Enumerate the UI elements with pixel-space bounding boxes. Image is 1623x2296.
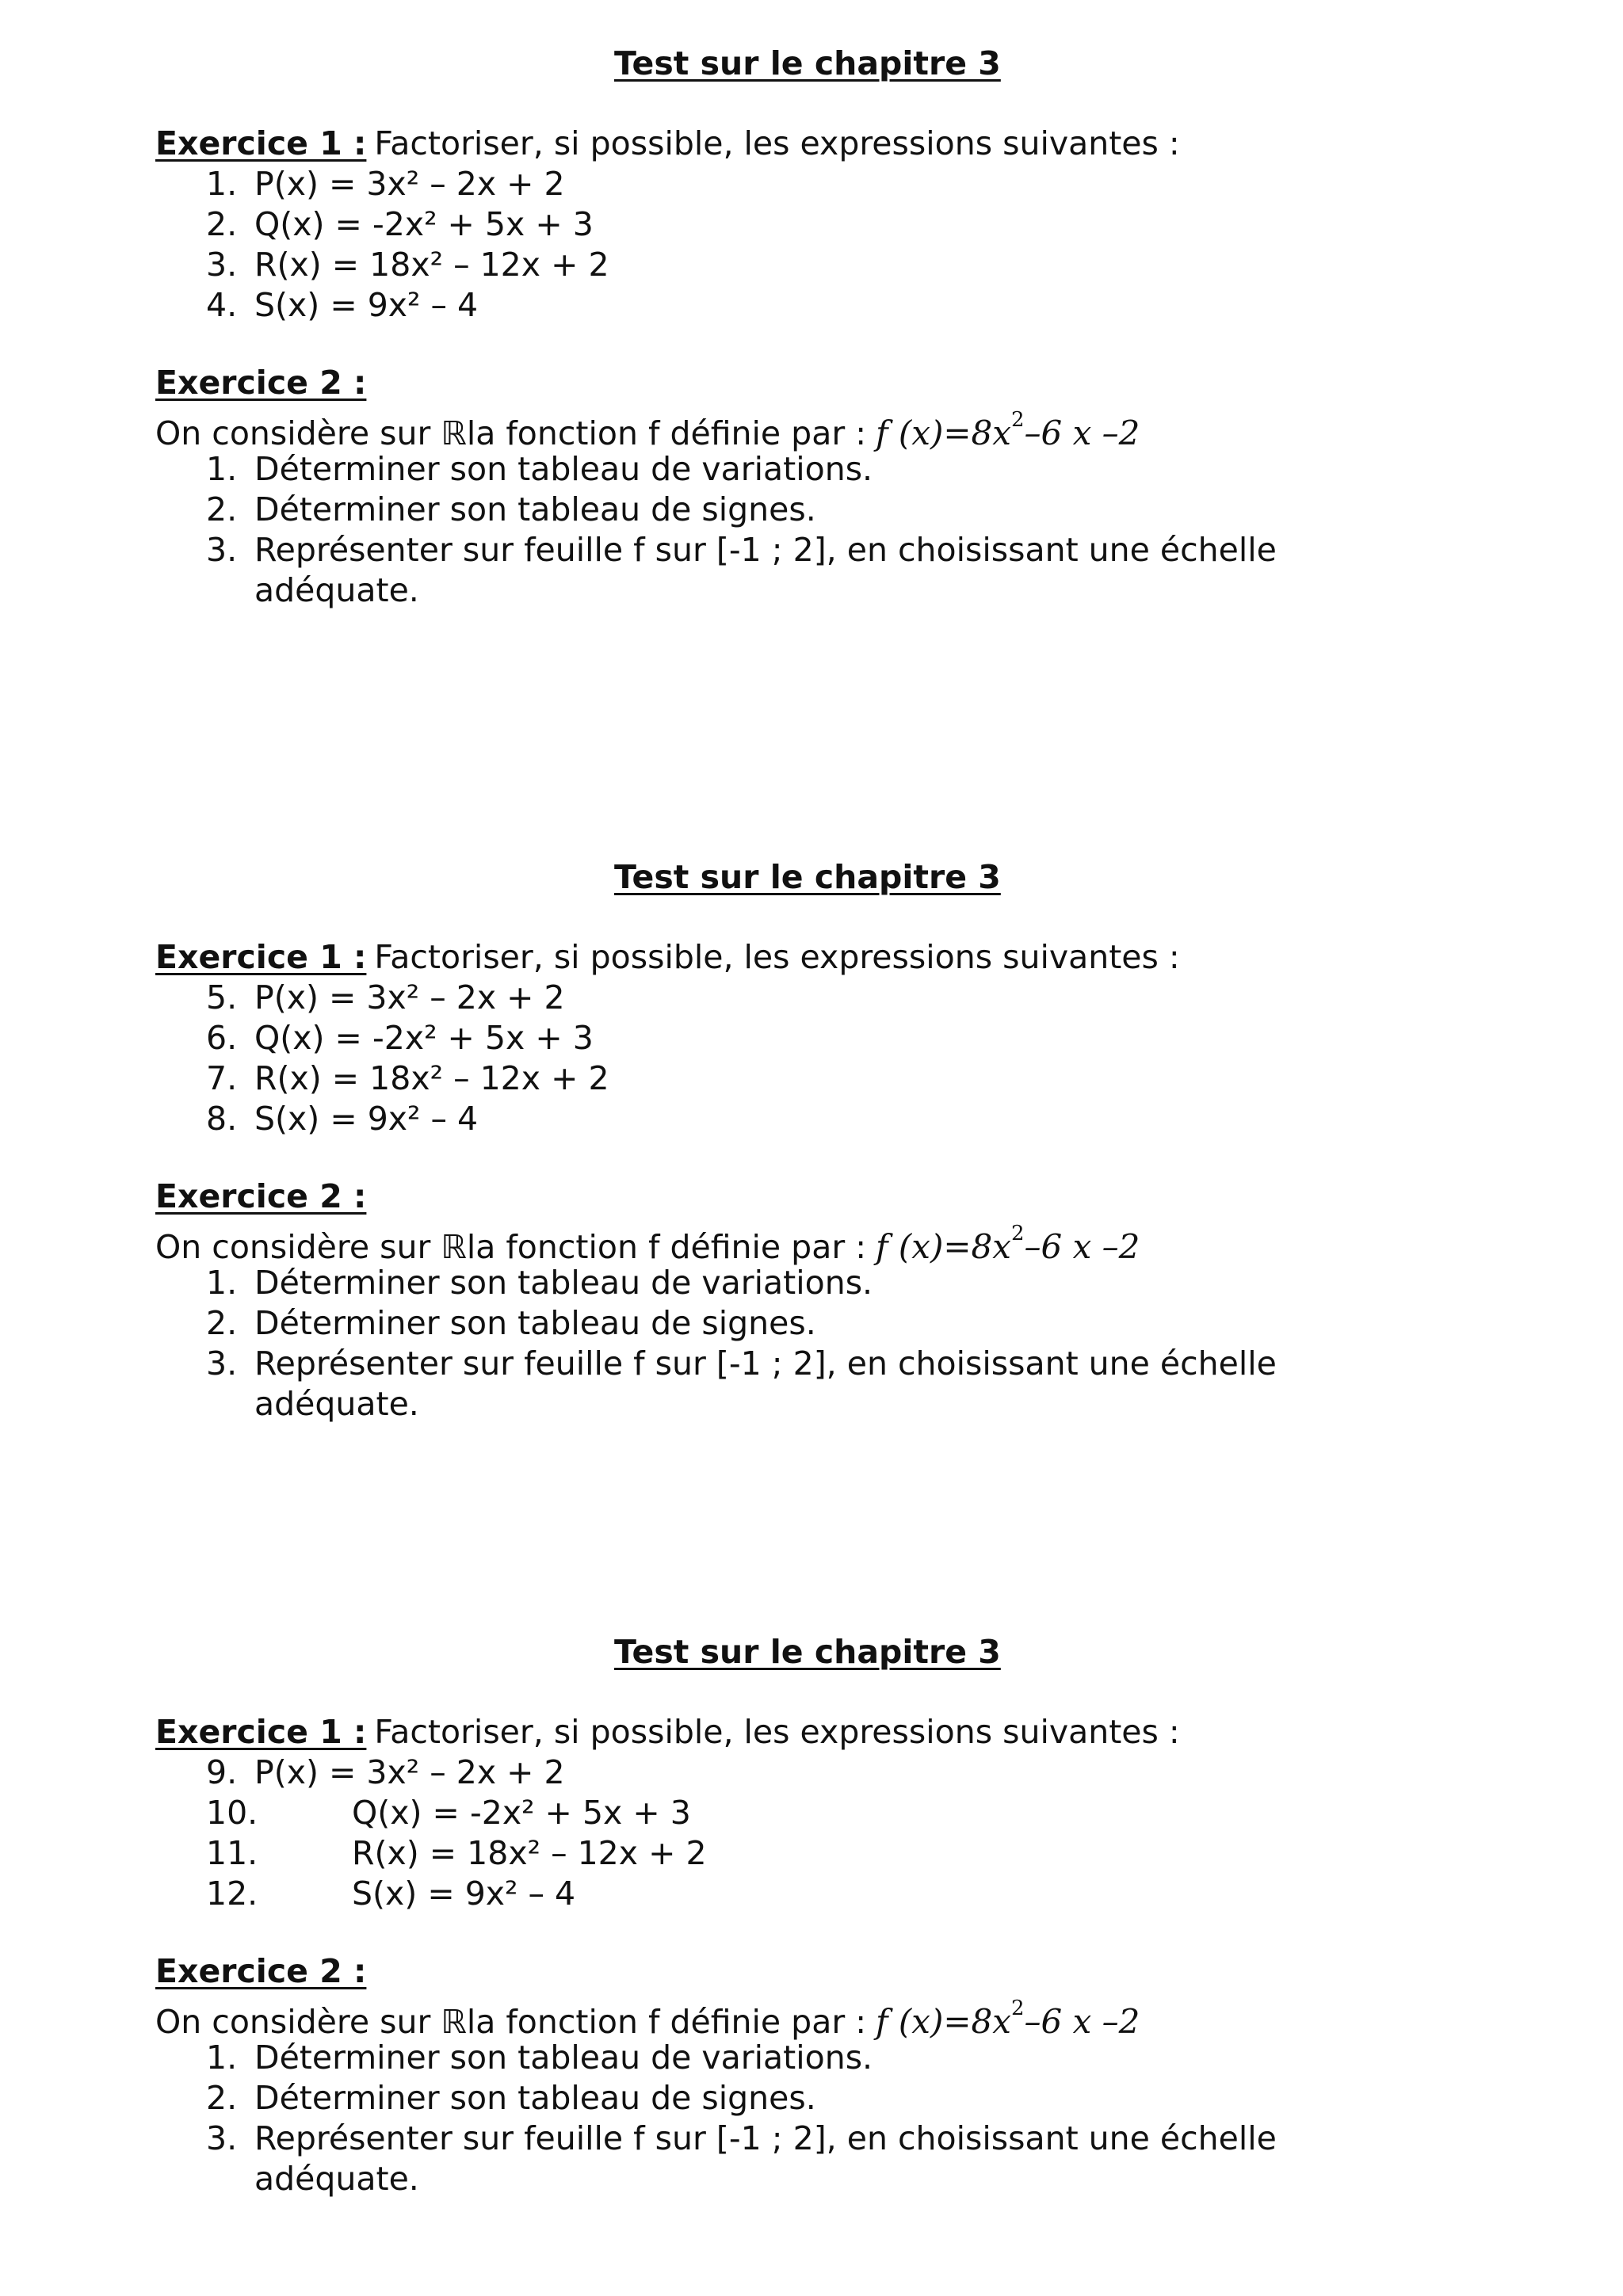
item-text: Déterminer son tableau de signes. xyxy=(254,2079,816,2117)
exercise-2-heading: Exercice 2 : xyxy=(155,1177,367,1215)
function-definition xyxy=(155,1217,1503,1266)
item-text: Déterminer son tableau de variations. xyxy=(254,2039,873,2077)
function-definition xyxy=(155,1992,1503,2041)
item-number: 3. xyxy=(206,531,238,569)
exercise-1-header xyxy=(155,1712,1503,1753)
exercise-2-heading: Exercice 2 : xyxy=(155,1952,367,1990)
exercise-2-list xyxy=(155,2038,1503,2199)
item-text: R(x) = 18x² – 12x + 2 xyxy=(352,1834,707,1872)
item-text: Représenter sur feuille f sur [-1 ; 2], en choisissant une échelle adéquate. xyxy=(254,2119,1277,2198)
function-formula xyxy=(876,1222,1140,1266)
item-number: 3. xyxy=(206,246,238,284)
list-item xyxy=(155,1099,1503,1139)
exercise-1 xyxy=(155,124,1503,326)
exercise-1-heading: Exercice 1 : xyxy=(155,124,367,162)
exercise-1-header xyxy=(155,937,1503,978)
consider-text: On considère sur ℝla fonction f définie par : xyxy=(155,2003,867,2041)
list-item xyxy=(155,1833,1503,1874)
exercise-2-heading: Exercice 2 : xyxy=(155,364,367,402)
consider-text: On considère sur ℝla fonction f définie par : xyxy=(155,1228,867,1266)
item-number: 5. xyxy=(206,978,238,1016)
list-item xyxy=(155,2119,1503,2199)
consider-text: On considère sur ℝla fonction f définie par : xyxy=(155,414,867,452)
exercise-1 xyxy=(155,937,1503,1139)
item-number: 4. xyxy=(206,286,238,324)
formula-var: x xyxy=(992,414,1011,452)
formula-exponent: 2 xyxy=(1010,408,1025,432)
exercise-1-instruction: Factoriser, si possible, les expressions suivantes : xyxy=(374,938,1180,976)
list-item xyxy=(155,285,1503,326)
list-item xyxy=(155,1263,1503,1303)
exercise-2 xyxy=(155,1177,1503,1425)
exercise-2-header xyxy=(155,1177,1503,1217)
item-text: Déterminer son tableau de variations. xyxy=(254,450,873,488)
exercise-2 xyxy=(155,1951,1503,2199)
list-item xyxy=(155,164,1503,204)
item-number: 3. xyxy=(206,1344,238,1383)
exercise-2-header xyxy=(155,1951,1503,1992)
list-item xyxy=(155,1753,1503,1793)
test-title: Test sur le chapitre 3 xyxy=(614,44,1001,82)
exercise-1-heading: Exercice 1 : xyxy=(155,1713,367,1751)
exercise-2-list xyxy=(155,1263,1503,1425)
list-item xyxy=(155,530,1503,611)
item-text: Q(x) = -2x² + 5x + 3 xyxy=(254,1019,594,1057)
exercise-1-instruction: Factoriser, si possible, les expressions suivantes : xyxy=(374,1713,1180,1751)
item-number: 1. xyxy=(206,165,238,203)
item-text: R(x) = 18x² – 12x + 2 xyxy=(254,246,609,284)
item-number: 11. xyxy=(206,1834,258,1872)
list-item xyxy=(155,1303,1503,1344)
formula-lhs: f (x)=8 xyxy=(876,414,993,452)
formula-lhs: f (x)=8 xyxy=(876,1227,993,1266)
list-item xyxy=(155,1793,1503,1833)
formula-rhs: –6 x –2 xyxy=(1024,1227,1140,1266)
item-text: P(x) = 3x² – 2x + 2 xyxy=(254,1753,565,1791)
list-item xyxy=(155,1874,1503,1914)
item-number: 9. xyxy=(206,1753,238,1791)
exercise-1-list xyxy=(155,164,1503,326)
list-item xyxy=(155,449,1503,490)
item-number: 1. xyxy=(206,1264,238,1302)
item-number: 2. xyxy=(206,490,238,528)
item-text: Q(x) = -2x² + 5x + 3 xyxy=(254,205,594,243)
exercise-1 xyxy=(155,1712,1503,1914)
item-number: 1. xyxy=(206,450,238,488)
item-text: Déterminer son tableau de signes. xyxy=(254,490,816,528)
exercise-1-list xyxy=(155,1753,1503,1914)
item-text: P(x) = 3x² – 2x + 2 xyxy=(254,978,565,1016)
test-title: Test sur le chapitre 3 xyxy=(614,1633,1001,1671)
item-text: S(x) = 9x² – 4 xyxy=(254,286,479,324)
item-number: 2. xyxy=(206,2079,238,2117)
item-number: 3. xyxy=(206,2119,238,2157)
list-item xyxy=(155,490,1503,530)
formula-rhs: –6 x –2 xyxy=(1024,2002,1140,2041)
item-text: P(x) = 3x² – 2x + 2 xyxy=(254,165,565,203)
exercise-1-instruction: Factoriser, si possible, les expressions suivantes : xyxy=(374,124,1180,162)
item-number: 1. xyxy=(206,2039,238,2077)
list-item xyxy=(155,1018,1503,1058)
item-text: Représenter sur feuille f sur [-1 ; 2], en choisissant une échelle adéquate. xyxy=(254,1344,1277,1423)
item-text: Q(x) = -2x² + 5x + 3 xyxy=(352,1794,691,1832)
function-formula xyxy=(876,408,1140,452)
formula-rhs: –6 x –2 xyxy=(1024,414,1140,452)
list-item xyxy=(155,978,1503,1018)
exercise-2 xyxy=(155,363,1503,611)
list-item xyxy=(155,2038,1503,2078)
list-item xyxy=(155,2078,1503,2119)
function-formula xyxy=(876,1997,1140,2041)
test-title: Test sur le chapitre 3 xyxy=(614,858,1001,896)
function-definition xyxy=(155,403,1503,452)
list-item xyxy=(155,204,1503,245)
item-text: S(x) = 9x² – 4 xyxy=(254,1100,479,1138)
formula-var: x xyxy=(992,1227,1011,1266)
item-number: 2. xyxy=(206,1304,238,1342)
item-text: Représenter sur feuille f sur [-1 ; 2], en choisissant une échelle adéquate. xyxy=(254,531,1277,609)
formula-var: x xyxy=(992,2002,1011,2041)
item-number: 2. xyxy=(206,205,238,243)
exercise-1-heading: Exercice 1 : xyxy=(155,938,367,976)
formula-lhs: f (x)=8 xyxy=(876,2002,993,2041)
formula-exponent: 2 xyxy=(1010,1222,1025,1245)
item-number: 10. xyxy=(206,1794,258,1832)
formula-exponent: 2 xyxy=(1010,1997,1025,2020)
item-number: 6. xyxy=(206,1019,238,1057)
exercise-1-list xyxy=(155,978,1503,1139)
item-number: 7. xyxy=(206,1059,238,1097)
exercise-2-list xyxy=(155,449,1503,611)
item-text: Déterminer son tableau de signes. xyxy=(254,1304,816,1342)
exercise-2-header xyxy=(155,363,1503,403)
list-item xyxy=(155,1344,1503,1425)
exercise-1-header xyxy=(155,124,1503,164)
item-text: S(x) = 9x² – 4 xyxy=(352,1875,576,1913)
item-number: 8. xyxy=(206,1100,238,1138)
item-text: R(x) = 18x² – 12x + 2 xyxy=(254,1059,609,1097)
list-item xyxy=(155,245,1503,285)
item-number: 12. xyxy=(206,1875,258,1913)
list-item xyxy=(155,1058,1503,1099)
item-text: Déterminer son tableau de variations. xyxy=(254,1264,873,1302)
